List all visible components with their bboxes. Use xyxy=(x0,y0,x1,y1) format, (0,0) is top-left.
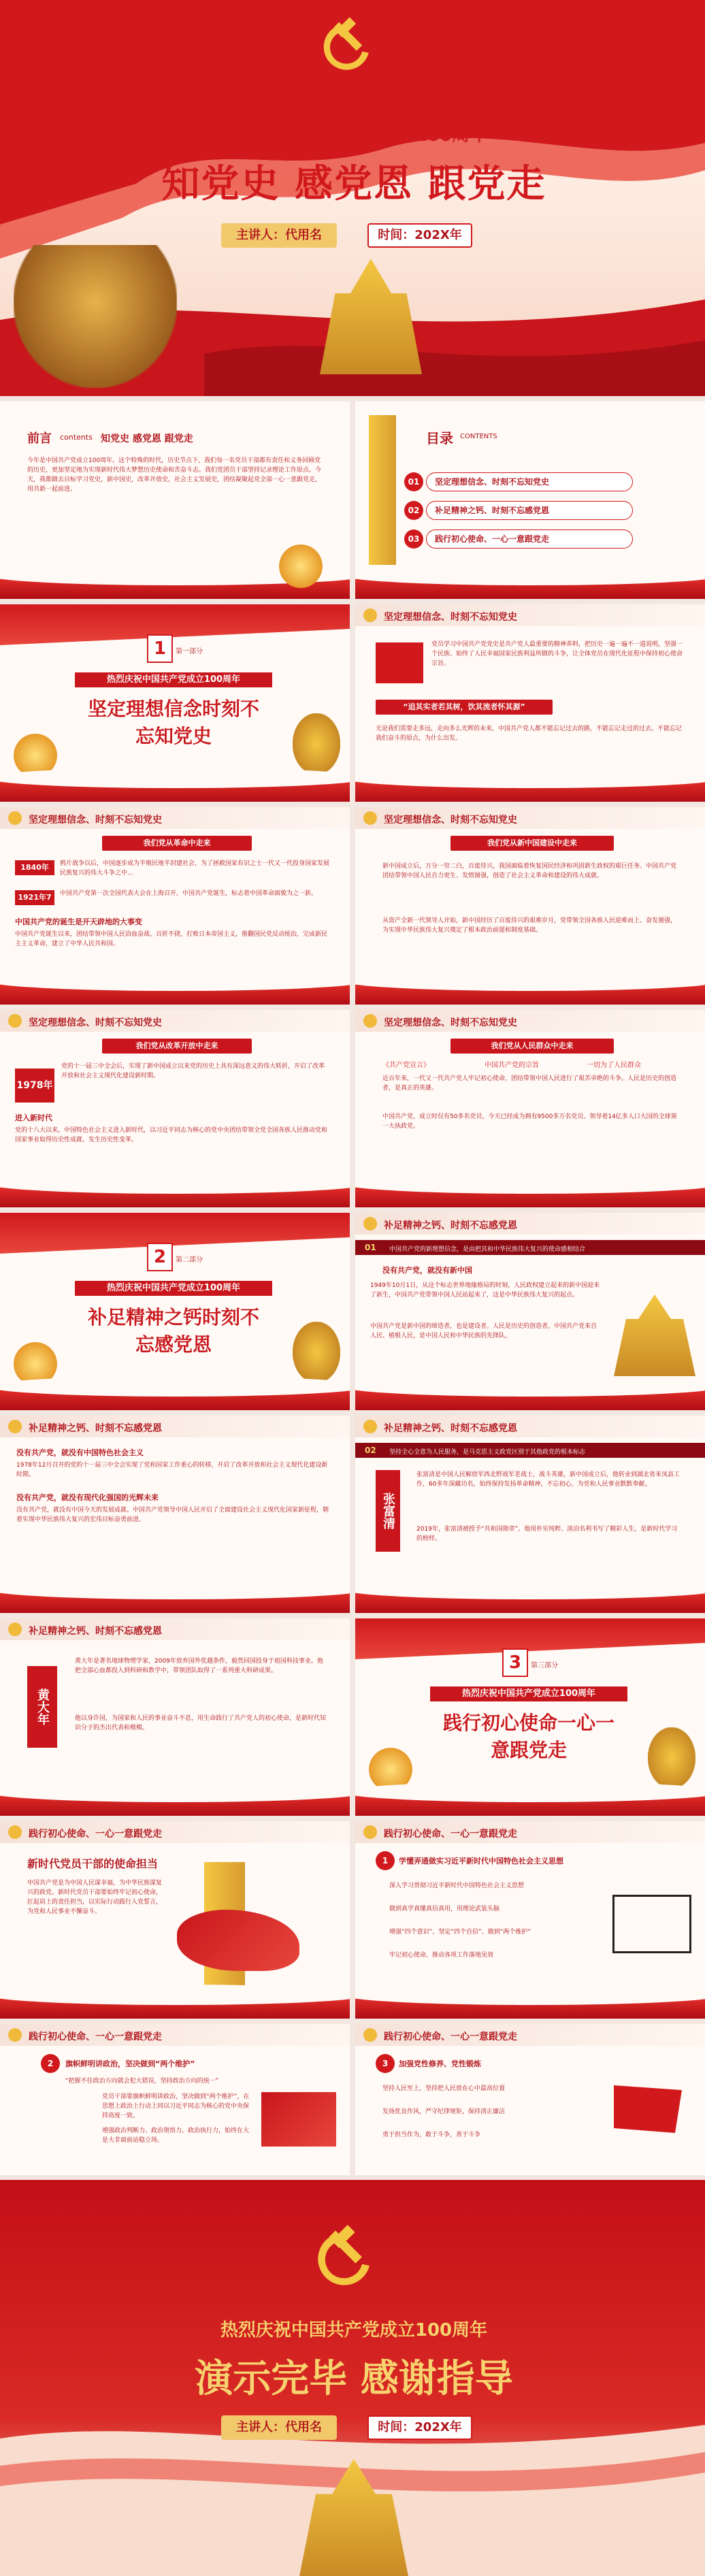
keyword: 《共产党宣言》 xyxy=(382,1062,430,1069)
slide-header xyxy=(0,1821,350,1843)
body-text: 没有共产党，就没有中国今天的发展成就。中国共产党领导中国人民开启了全面建设社会主义现代化国家新征程，朝着实现中华民族伟大复兴的宏伟目标奋勇前进。 xyxy=(16,1507,329,1523)
slide-footer-wave xyxy=(355,1184,705,1207)
statue-image xyxy=(14,245,177,388)
body-text: 从资产全新一代领导人开始，新中国经历了百废待兴的艰难岁月，党带领全国各族人民迎难而上、奋发图强，为实现中华民族伟大复兴奠定了根本政治前提和制度基础。 xyxy=(382,917,677,934)
politics-slide xyxy=(0,2024,350,2175)
ideals-slide xyxy=(355,604,705,802)
slide-heading: 坚定理想信念、时刻不忘知党史 xyxy=(384,1017,517,1028)
zhang-fuqing-slide xyxy=(355,1416,705,1613)
keyword: 一切为了人民群众 xyxy=(587,1062,641,1069)
body-text: 1978年12月召开的党的十一届三中全会实现了党和国家工作重心的转移，开启了改革开放和社会主义现代化建设新时期。 xyxy=(16,1462,328,1478)
party-spirit-slide xyxy=(355,2024,705,2175)
slide-footer-wave xyxy=(355,576,705,599)
slide-header xyxy=(0,1010,350,1032)
slide-subtitle: 新时代党员干部的使命担当 xyxy=(27,1857,159,1870)
part-label: 第三部分 xyxy=(531,1662,558,1669)
part-number: 2 xyxy=(147,1243,173,1271)
subheading: 没有共产党，就没有中国特色社会主义 xyxy=(16,1448,144,1457)
slide-heading: 坚定理想信念、时刻不忘知党史 xyxy=(384,612,517,623)
emblem-icon xyxy=(279,544,323,588)
part1-cover-slide xyxy=(0,604,350,802)
toc-label[interactable]: 践行初心使命、一心一意跟党走 xyxy=(426,529,633,549)
slide-header xyxy=(0,807,350,829)
slide-footer-wave xyxy=(355,981,705,1005)
top-wave xyxy=(355,1618,705,1659)
slide-footer-wave xyxy=(0,1184,350,1207)
section-banner: 我们党从新中国建设中走来 xyxy=(450,836,614,851)
new-china-slide xyxy=(355,1213,705,1410)
section-num: 01 xyxy=(365,1243,376,1252)
part-title-line1: 补足精神之钙时刻不 xyxy=(87,1306,259,1328)
emblem-icon xyxy=(363,1014,377,1028)
party-flag-image xyxy=(614,2085,682,2133)
ending-subtitle: 热烈庆祝中国共产党成立100周年 xyxy=(220,2320,488,2341)
body-text: 近百年来，一代又一代共产党人牢记初心使命，团结带领中国人民进行了艰苦卓绝的斗争。人民是历史的创造者，是真正的英雄。 xyxy=(382,1075,677,1092)
part-band: 热烈庆祝中国共产党成立100周年 xyxy=(430,1686,627,1701)
cover-subtitle: 热烈庆祝中国共产党成立100周年 xyxy=(220,125,488,146)
part-title-line1: 坚定理想信念时刻不 xyxy=(87,698,259,720)
subheading: 没有共产党，就没有现代化强国的光辉未来 xyxy=(16,1493,159,1502)
slide-header xyxy=(355,2024,705,2046)
preface-body: 今年是中国共产党成立100周年。这个特殊的时代，历史节点下，我们每一名党员干部都有责任和义务回顾党的历史，更加坚定地为实现新时代伟大梦想历史使命和苦奋斗志。我们党团员干部坚持记录理论工作原点。今天，我都做去目标学习党史，新中国史，改革开放史，社会主义发展史，团结凝聚起党全部一心一意跟党走，用共新一起前进。 xyxy=(27,457,322,493)
part-number: 1 xyxy=(147,634,173,663)
slide-heading: 坚定理想信念、时刻不忘知党史 xyxy=(384,815,517,826)
year-badge: 1978年 xyxy=(15,1069,54,1103)
body-text: 新中国成立后，万分一穷二白，百废待兴，我国面临着恢复国民经济和巩固新生政权的艰巨任务。中国共产党团结带领中国人民自力更生、发愤图强，创造了社会主义革命和建设的伟大成就。 xyxy=(382,863,677,879)
slide-header xyxy=(355,1213,705,1235)
section-banner: 我们党从革命中走来 xyxy=(102,836,252,851)
slide-footer-wave xyxy=(0,1793,350,1816)
slide-header xyxy=(355,604,705,626)
slide-heading: 践行初心使命、一心一意跟党走 xyxy=(384,2032,517,2042)
part-label: 第二部分 xyxy=(176,1256,203,1264)
body-text: 党的十一届三中全会后，实现了新中国成立以来党的历史上具有深远意义的伟大转折，开启了改革开放和社会主义现代化建设新时期。 xyxy=(61,1063,325,1079)
body-text: 2019年，张富清被授予“共和国勋章”。他用朴实纯粹、淡泊名利书写了精彩人生，是新时代学习的榜样。 xyxy=(416,1526,678,1542)
lion-statue-image xyxy=(293,713,340,775)
part-title-line2: 忘感党恩 xyxy=(135,1333,212,1356)
slide-subtitle: 加强党性修养、党性锻炼 xyxy=(399,2059,481,2068)
emblem-icon xyxy=(363,1217,377,1230)
time-label: 时间：202X年 xyxy=(367,223,472,248)
list-item: 牢记初心使命，推动各项工作落地见效 xyxy=(389,1952,494,1959)
slide-header xyxy=(355,1416,705,1437)
slide-heading: 践行初心使命、一心一意跟党走 xyxy=(29,1829,162,1840)
emblem-icon xyxy=(363,608,377,622)
slide-header xyxy=(0,1618,350,1640)
preface-tagline: 知党史 感党恩 跟党走 xyxy=(101,434,193,444)
top-wave xyxy=(0,1213,350,1254)
toc-title: 目录 xyxy=(426,430,453,446)
body-text: 张富清是中国人民解放军西北野战军老战士，战斗英雄，新中国成立后，他转业到湖北省来凤县工作，60多年深藏功名，始终保持发扬革命精神，不忘初心，为党和人民事业默默奉献。 xyxy=(416,1471,681,1488)
presenter-board-icon xyxy=(612,1895,691,1953)
emblem-icon xyxy=(8,2028,22,2042)
toc-title-en: CONTENTS xyxy=(460,433,497,440)
list-item: 做到真学真懂真信真用，用理论武装头脑 xyxy=(389,1906,500,1912)
party-emblem-icon xyxy=(310,2221,384,2296)
emblem-icon xyxy=(8,1420,22,1433)
emblem-icon xyxy=(363,2028,377,2042)
emblem-icon xyxy=(8,811,22,825)
slide-footer-wave xyxy=(0,981,350,1005)
huabiao-pillar-image xyxy=(369,415,396,565)
slide-subtitle: 旗帜鲜明讲政治，坚决做到“两个维护” xyxy=(65,2059,195,2068)
slide-footer-wave xyxy=(355,1995,705,2019)
part-label: 第一部分 xyxy=(176,648,203,655)
slide-heading: 补足精神之钙、时刻不忘感党恩 xyxy=(29,1626,162,1637)
slide-header xyxy=(355,1010,705,1032)
subheading: 没有共产党，就没有新中国 xyxy=(382,1266,472,1275)
temple-of-heaven-image xyxy=(614,1294,695,1376)
reform-slide xyxy=(0,1010,350,1207)
toc-num: 01 xyxy=(404,472,423,491)
slide-footer-wave xyxy=(355,1793,705,1816)
slide-footer-wave xyxy=(0,1590,350,1613)
part-band: 热烈庆祝中国共产党成立100周年 xyxy=(75,672,272,687)
slide-heading: 补足精神之钙、时刻不忘感党恩 xyxy=(29,1423,162,1434)
subheading: 中国共产党的诞生是开天辟地的大事变 xyxy=(15,917,142,926)
slide-heading: 补足精神之钙、时刻不忘感党恩 xyxy=(384,1423,517,1434)
body-text: 中国共产党，成立时仅有50多名党员，今天已经成为拥有9500多万名党员、领导着14亿多人口大国的全球第一大执政党。 xyxy=(382,1113,677,1130)
body-text: 中国共产党是为中国人民谋幸福，为中华民族谋复兴的政党。新时代党员干部要始终牢记初心使命，扛起肩上的责任担当，以实际行动践行入党誓言，为党和人民事业不懈奋斗。 xyxy=(27,1880,163,1915)
body-text: 无论我们需要走多远，走向多么光辉的未来，中国共产党人都不能忘记过去的路，不能忘记走过的过去。不能忘记我们奋斗的原点，为什么出发。 xyxy=(376,725,683,742)
keyword: 中国共产党的宗旨 xyxy=(485,1062,539,1069)
hero-name: 张富清 xyxy=(376,1470,400,1552)
emblem-icon xyxy=(363,1825,377,1839)
toc-slide xyxy=(355,402,705,599)
lion-statue-image xyxy=(648,1727,695,1789)
subheading: 进入新时代 xyxy=(15,1113,52,1122)
slide-footer-wave xyxy=(0,1995,350,2019)
emblem-icon xyxy=(8,1825,22,1839)
slide-heading: 践行初心使命、一心一意跟党走 xyxy=(384,1829,517,1840)
slide-heading: 补足精神之钙、时刻不忘感党恩 xyxy=(384,1220,517,1231)
section-banner: 我们党从人民群众中走来 xyxy=(450,1039,614,1054)
mission-slide xyxy=(0,1821,350,2019)
ending-slide xyxy=(0,2180,705,2576)
quote-banner: “追其实者若其树，饮其流者怀其源” xyxy=(376,700,553,715)
body-text: 黄大年是著名地球物理学家，2009年放弃国外优越条件，毅然回国投身于祖国科技事业。他把全部心血都投入到科研和教学中，带领团队取得了一系列重大科研成果。 xyxy=(75,1658,323,1674)
preface-label-en: contents xyxy=(60,433,93,442)
emblem-icon xyxy=(363,811,377,825)
section-banner: 我们党从改革开放中走来 xyxy=(102,1039,252,1054)
body-text: 鸦片战争以后，中国逐步成为半殖民地半封建社会，为了拯救国家有识之士一代又一代投身国家发展民族复兴的伟大斗争之中... xyxy=(60,860,330,877)
emblem-icon xyxy=(363,1420,377,1433)
body-text: 党员干部要旗帜鲜明讲政治，坚决做到“两个维护”，在思想上政治上行动上同以习近平同志为核心的党中央保持高度一致。 xyxy=(102,2093,250,2119)
part-number: 3 xyxy=(502,1648,528,1677)
item-num: 1 xyxy=(376,1851,395,1870)
tiananmen-image xyxy=(261,2092,336,2147)
preface-slide xyxy=(0,402,350,599)
item-num: 2 xyxy=(41,2054,60,2073)
part2-cover-slide xyxy=(0,1213,350,1410)
people-slide xyxy=(355,1010,705,1207)
slide-footer-wave xyxy=(355,1590,705,1613)
list-item: 坚持人民至上，坚持把人民放在心中最高位置 xyxy=(382,2085,506,2092)
part-title-line2: 意跟党走 xyxy=(490,1739,567,1761)
body-text: 中国共产党是新中国的缔造者，也是建设者。人民是历史的创造者，中国共产党来自人民、植根人民，是中国人民和中华民族的先锋队。 xyxy=(370,1323,597,1339)
quote: “把握不住政治方向就会犯大错误，坚持政治方向的统一” xyxy=(65,2078,219,2085)
toc-num: 03 xyxy=(404,529,423,549)
hero-name: 黄大年 xyxy=(27,1666,57,1748)
body-text: 党的十八大以来，中国特色社会主义进入新时代，以习近平同志为核心的党中央团结带领全党全国各族人民推动党和国家事业取得历史性成就、发生历史性变革。 xyxy=(15,1127,328,1143)
slide-heading: 坚定理想信念、时刻不忘知党史 xyxy=(29,815,162,826)
study-thought-slide xyxy=(355,1821,705,2019)
slide-footer-wave xyxy=(0,1387,350,1410)
revolution-slide xyxy=(0,807,350,1005)
body-text: 他以身许国，为国家和人民的事业奋斗不息，用生命践行了共产党人的初心使命，是新时代知识分子的杰出代表和楷模。 xyxy=(75,1715,327,1731)
time-label: 时间：202X年 xyxy=(367,2415,472,2440)
ending-title: 演示完毕 感谢指导 xyxy=(195,2357,513,2401)
emblem-icon xyxy=(8,1014,22,1028)
toc-num: 02 xyxy=(404,501,423,520)
body-text: 增强政治判断力、政治领悟力、政治执行力，始终在大是大非面前站稳立场。 xyxy=(102,2127,250,2144)
slide-heading: 践行初心使命、一心一意跟党走 xyxy=(29,2032,162,2042)
year-badge: 1921年7月 xyxy=(15,890,54,905)
red-silk-image xyxy=(177,1910,299,1971)
party-flag-image xyxy=(376,642,423,683)
top-wave xyxy=(0,604,350,645)
slide-header xyxy=(355,1821,705,1843)
socialism-slide xyxy=(0,1416,350,1613)
preface-label: 前言 xyxy=(27,431,52,446)
slide-footer-wave xyxy=(355,1387,705,1410)
lion-statue-image xyxy=(293,1322,340,1383)
list-item: 发扬优良作风，严守纪律规矩，保持清正廉洁 xyxy=(382,2108,506,2115)
part-band: 热烈庆祝中国共产党成立100周年 xyxy=(75,1281,272,1296)
body-text: 党员学习中国共产党党史是共产党人最重要的精神养料，把历史一遍一遍不一道说明，坚强一个民族、始终了人民幸福国家民族利益所做的斗争，让全体党员在现代化征程中保持初心使命宗旨。 xyxy=(431,641,683,667)
list-item: 深入学习贯彻习近平新时代中国特色社会主义思想 xyxy=(389,1882,525,1889)
part-title-line2: 忘知党史 xyxy=(135,725,212,747)
toc-label[interactable]: 补足精神之钙、时刻不忘感党恩 xyxy=(426,501,633,520)
speaker-label: 主讲人：代用名 xyxy=(221,223,337,248)
section-num: 02 xyxy=(365,1446,376,1455)
slide-footer-wave xyxy=(0,779,350,802)
speaker-label: 主讲人：代用名 xyxy=(221,2415,337,2440)
slide-footer-wave xyxy=(355,779,705,802)
emblem-icon xyxy=(8,1623,22,1636)
cover-title: 知党史 感党恩 跟党走 xyxy=(161,162,546,206)
part3-cover-slide xyxy=(355,1618,705,1816)
party-emblem-icon xyxy=(316,14,382,79)
body-text: 中国共产党第一次全国代表大会在上海召开，中国共产党诞生，标志着中国革命面貌为之一新。 xyxy=(60,890,318,897)
year-badge: 1840年 xyxy=(15,860,54,875)
construction-slide xyxy=(355,807,705,1005)
section-banner: 中国共产党的新理想信念，是由把其和中华民族伟大复兴的使命感相结合 xyxy=(389,1246,586,1253)
cover-slide xyxy=(0,0,705,396)
body-text: 中国共产党诞生以来，团结带领中国人民浴血奋战、百折不挠，打败日本帝国主义，推翻国民党反动统治，完成新民主主义革命，建立了中华人民共和国。 xyxy=(15,931,328,947)
slide-header xyxy=(0,1416,350,1437)
toc-label[interactable]: 坚定理想信念、时刻不忘知党史 xyxy=(426,472,633,491)
slide-heading: 坚定理想信念、时刻不忘知党史 xyxy=(29,1017,162,1028)
body-text: 1949年10月1日，从这个标志世界地缘格局的时刻，人民政权建立起来的新中国迎来了新生，中国共产党带领中国人民站起来了，这是中华民族伟大复兴的起点。 xyxy=(370,1282,600,1299)
list-item: 增强“四个意识”、坚定“四个自信”、做到“两个维护” xyxy=(389,1929,531,1936)
list-item: 勇于担当作为，敢于斗争，善于斗争 xyxy=(382,2132,481,2138)
slide-header xyxy=(0,2024,350,2046)
section-banner: 坚持全心全意为人民服务，是马克思主义政党区别于其他政党的根本标志 xyxy=(389,1449,586,1456)
slide-header xyxy=(355,807,705,829)
huang-danian-slide xyxy=(0,1618,350,1816)
part-title-line1: 践行初心使命一心一 xyxy=(442,1712,614,1734)
slide-subtitle: 学懂弄通做实习近平新时代中国特色社会主义思想 xyxy=(399,1857,563,1865)
item-num: 3 xyxy=(376,2054,395,2073)
